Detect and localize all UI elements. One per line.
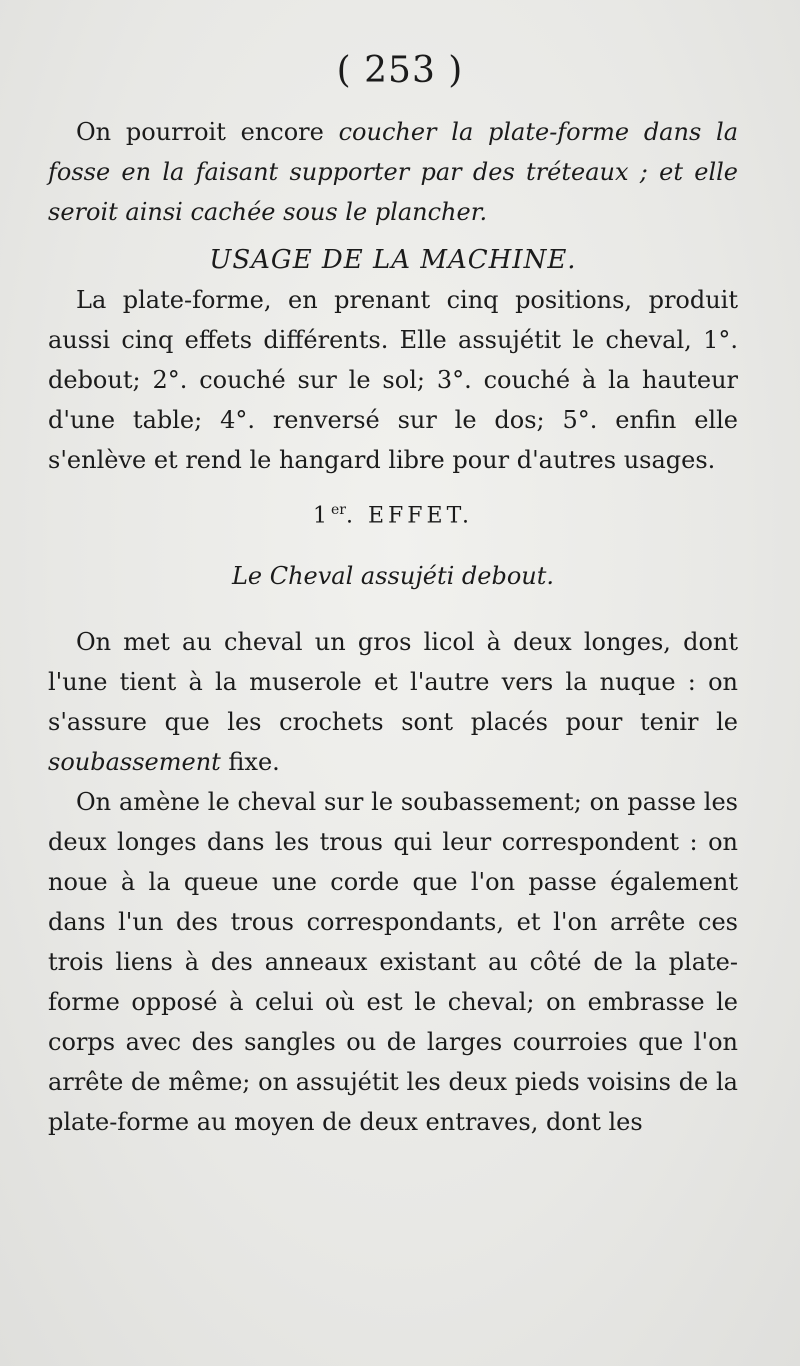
paragraph-1 [48,112,738,232]
paragraph-3-italic: soubassement [48,748,221,777]
section-title: USAGE DE LA MACHINE. [209,245,577,275]
subheading: Le Cheval assujéti debout. [231,562,555,591]
spacer [48,596,738,622]
paragraph-1-roman: On pourroit encore [76,118,339,146]
paragraph-2: La plate-forme, en prenant cinq positions, produit aussi cinq effets différents. Elle assujétit le cheval, 1°. debout; 2°. couché sur le sol; 3°. couché à la hauteur d'une table; 4°. renversé sur le dos; 5°. enfin elle s'enlève et rend le hangard libre pour d'autres usages. [48,286,738,474]
paragraph-4: On amène le cheval sur le soubassement; on passe les deux longes dans les trous qui leur correspondent : on noue à la queue une corde que l'on passe également dans l'un des trous correspondants, et l'on arrête ces trois liens à des anneaux existant au côté de la plate-forme opposé à celui où est le cheval; on embrasse le corps avec des sangles ou de larges courroies que l'on arrête de même; on assujétit les deux pieds voisins de la plate-forme au moyen de deux entraves, dont les [48,788,738,1137]
effect-label: . EFFET. [345,503,474,529]
effect-number: 1 [312,503,331,529]
paragraph-1-italic: coucher la plate-forme dans la fosse en la faisant supporter par des tréteaux ; et elle seroit ainsi cachée sous le plancher. [48,118,738,226]
effect-superscript: er [330,502,346,518]
paragraph-3-end: fixe. [220,748,280,777]
page-number: ( 253 ) [336,50,464,91]
paragraph-3 [48,622,738,782]
effect-heading [48,490,738,536]
page-body [48,112,738,1142]
paragraph-3-start: On met au cheval un gros licol à deux longes, dont l'une tient à la muserole et l'autre vers la nuque : on s'assure que les crochets sont placés pour tenir le [48,628,738,737]
